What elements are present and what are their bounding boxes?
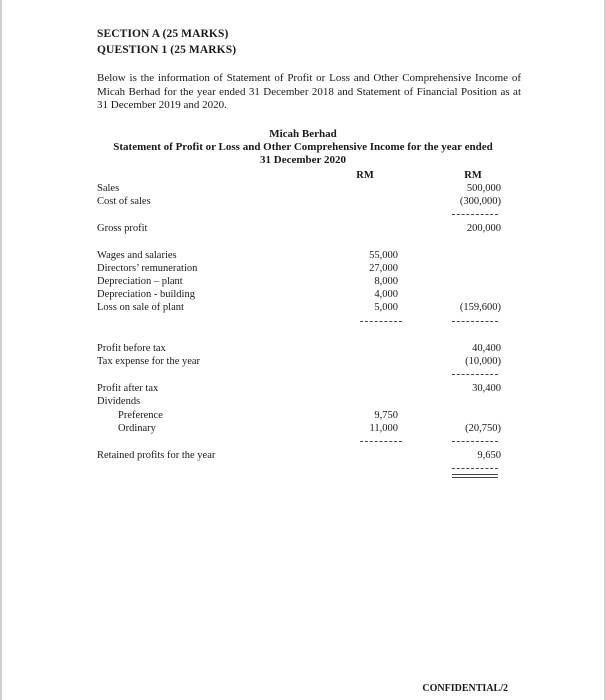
total-dividends-value: (20,750) <box>465 423 501 434</box>
dep-building-value: 4,000 <box>374 289 398 300</box>
col1-header: RM <box>356 170 374 181</box>
sales-label: Sales <box>97 183 120 194</box>
intro-paragraph: Below is the information of Statement of Profit or Loss and Other Comprehensive Income of Micah Berhad for the year ended 31 December 2018 and Statement of Financial Position as at 31 December 2019 and 2020. <box>97 72 521 111</box>
gross-profit-value: 200,000 <box>466 223 501 234</box>
preference-label: Preference <box>118 410 163 421</box>
ordinary-value: 11,000 <box>369 423 398 434</box>
directors-label: Directors’ remuneration <box>97 263 198 274</box>
col2-header: RM <box>464 170 482 181</box>
dep-building-label: Depreciation - building <box>97 289 195 300</box>
loss-sale-label: Loss on sale of plant <box>97 302 184 313</box>
dep-plant-value: 8,000 <box>374 276 398 287</box>
sales-value: 500,000 <box>466 183 501 194</box>
preference-value: 9,750 <box>374 410 398 421</box>
cost-of-sales-label: Cost of sales <box>97 196 151 207</box>
profit-after-tax-label: Profit after tax <box>97 383 159 394</box>
tax-expense-label: Tax expense for the year <box>97 356 201 367</box>
separator-line <box>360 441 402 442</box>
dep-plant-label: Depreciation – plant <box>97 276 183 287</box>
directors-value: 27,000 <box>369 263 398 274</box>
total-expenses-value: (159,600) <box>459 302 501 313</box>
separator-line <box>452 321 498 322</box>
separator-line <box>452 468 498 469</box>
separator-line <box>360 321 402 322</box>
profit-before-tax-value: 40,400 <box>472 343 501 354</box>
dividends-label: Dividends <box>97 396 141 407</box>
confidential-footer: CONFIDENTIAL/2 <box>422 683 508 694</box>
profit-before-tax-label: Profit before tax <box>97 343 166 354</box>
statement-date: 31 December 2020 <box>260 154 346 166</box>
separator-line <box>452 374 498 375</box>
ordinary-label: Ordinary <box>118 423 156 434</box>
separator-line <box>452 214 498 215</box>
tax-expense-value: (10,000) <box>465 356 501 367</box>
wages-label: Wages and salaries <box>97 250 177 261</box>
separator-line <box>452 441 498 442</box>
gross-profit-label: Gross profit <box>97 223 148 234</box>
wages-value: 55,000 <box>369 250 398 261</box>
retained-profits-value: 9,650 <box>477 450 501 461</box>
question-heading: QUESTION 1 (25 MARKS) <box>97 44 237 56</box>
loss-sale-value: 5,000 <box>374 302 398 313</box>
retained-profits-label: Retained profits for the year <box>97 450 216 461</box>
section-heading: SECTION A (25 MARKS) <box>97 28 229 40</box>
profit-after-tax-value: 30,400 <box>472 383 501 394</box>
cost-of-sales-value: (300,000) <box>459 196 501 207</box>
company-name: Micah Berhad <box>269 128 337 140</box>
statement-title: Statement of Profit or Loss and Other Comprehensive Income for the year ended <box>113 141 493 153</box>
double-underline <box>452 474 498 478</box>
